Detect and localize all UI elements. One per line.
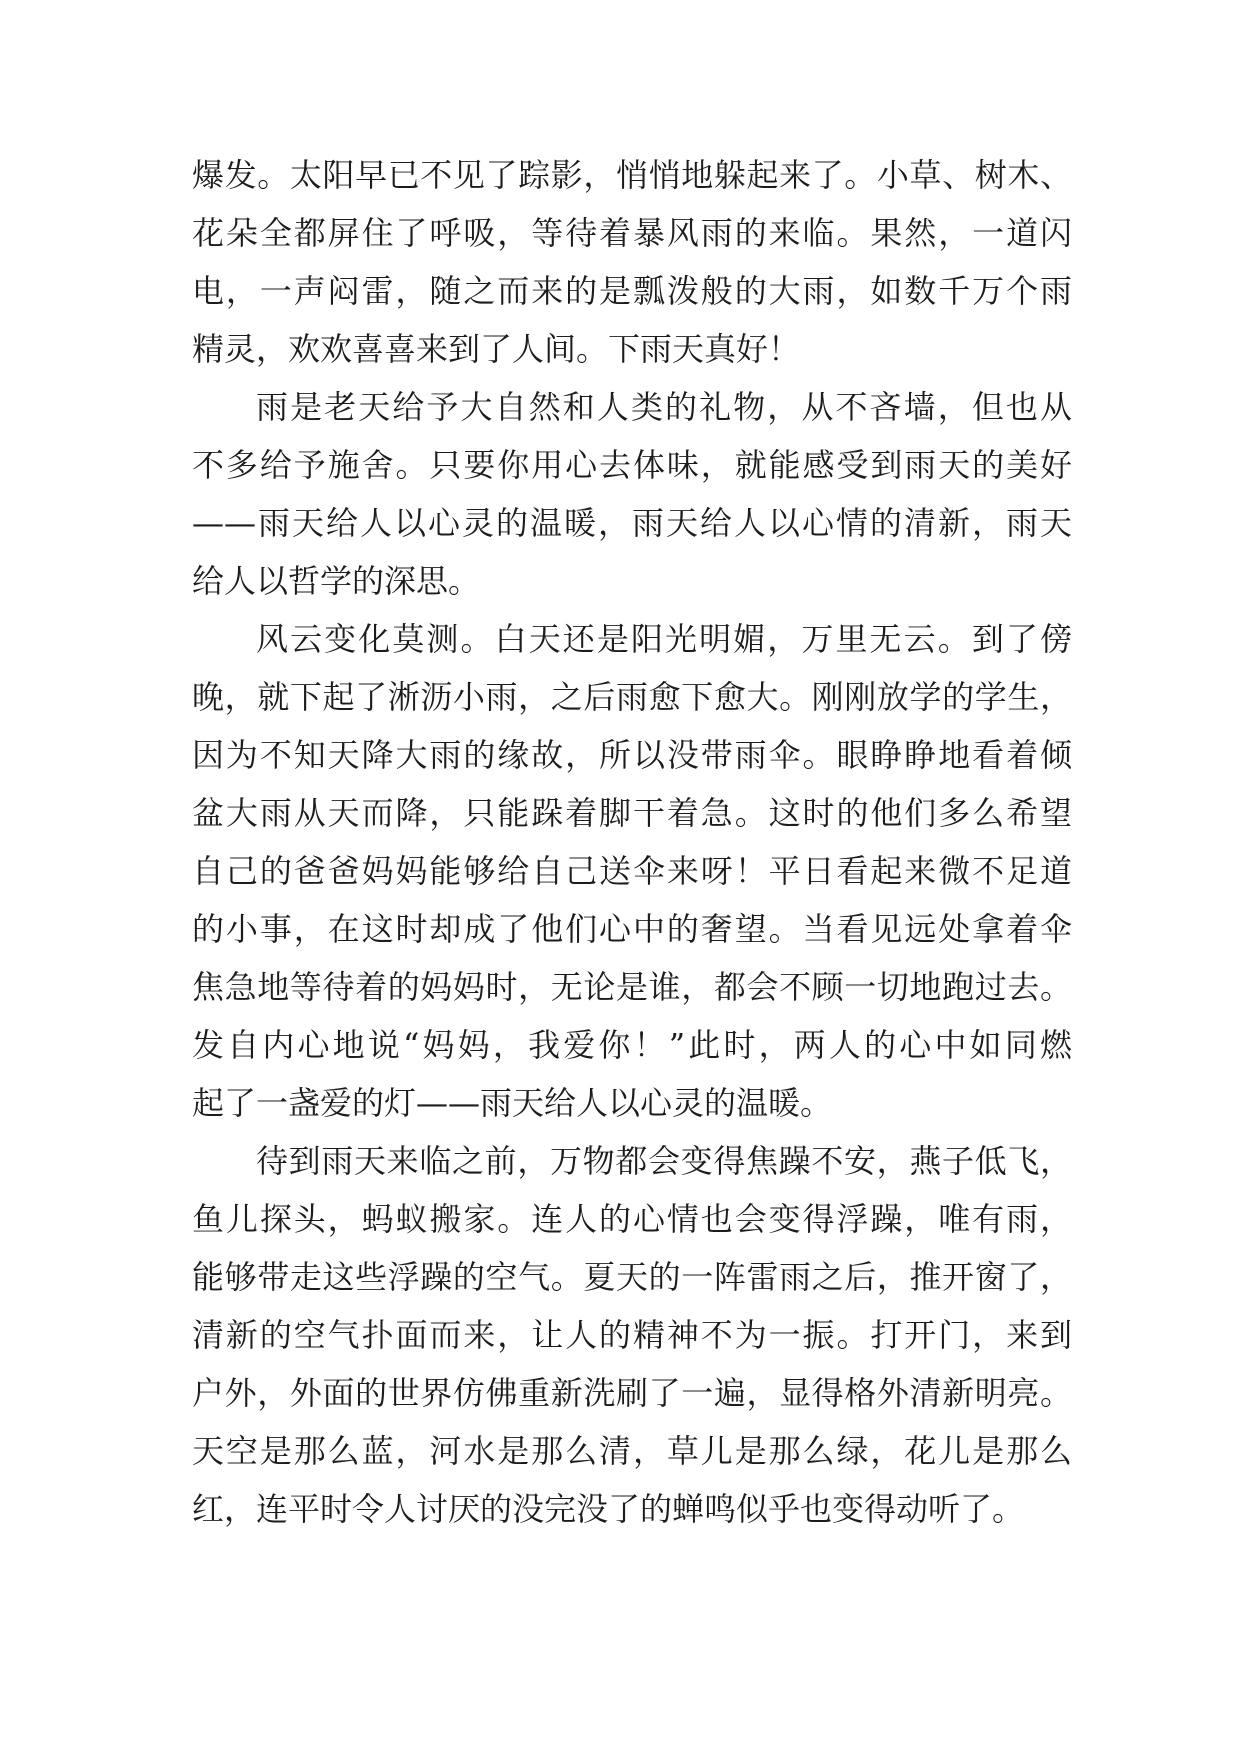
text-line: 鱼儿探头，蚂蚁搬家。连人的心情也会变得浮躁，唯有雨， <box>192 1200 1072 1238</box>
text-line: 雨是老天给予大自然和人类的礼物，从不吝墙，但也从 <box>256 388 1072 426</box>
text-line: 不多给予施舍。只要你用心去体味，就能感受到雨天的美好 <box>192 446 1072 484</box>
text-line: 待到雨天来临之前，万物都会变得焦躁不安，燕子低飞， <box>256 1142 1072 1180</box>
text-line: 电，一声闷雷，随之而来的是瓢泼般的大雨，如数千万个雨 <box>192 272 1072 310</box>
text-line: 精灵，欢欢喜喜来到了人间。下雨天真好！ <box>192 330 801 368</box>
text-line: 清新的空气扑面而来，让人的精神不为一振。打开门，来到 <box>192 1316 1072 1354</box>
text-line: 自己的爸爸妈妈能够给自己送伞来呀！平日看起来微不足道 <box>192 852 1072 890</box>
text-line: 风云变化莫测。白天还是阳光明媚，万里无云。到了傍 <box>256 620 1072 658</box>
text-line: 的小事，在这时却成了他们心中的奢望。当看见远处拿着伞 <box>192 910 1072 948</box>
text-line: 天空是那么蓝，河水是那么清，草儿是那么绿，花儿是那么 <box>192 1432 1072 1470</box>
text-line: 因为不知天降大雨的缘故，所以没带雨伞。眼睁睁地看着倾 <box>192 736 1072 774</box>
paragraph <box>192 610 1072 1132</box>
text-line: 焦急地等待着的妈妈时，无论是谁，都会不顾一切地跑过去。 <box>192 968 1072 1006</box>
text-line: 户外，外面的世界仿佛重新洗刷了一遍，显得格外清新明亮。 <box>192 1374 1072 1412</box>
text-line: 起了一盏爱的灯——雨天给人以心灵的温暖。 <box>192 1084 833 1122</box>
text-line: 盆大雨从天而降，只能跺着脚干着急。这时的他们多么希望 <box>192 794 1072 832</box>
text-line: 给人以哲学的深思。 <box>192 562 481 600</box>
paragraph <box>192 1132 1072 1538</box>
text-line: 发自内心地说“妈妈，我爱你！”此时，两人的心中如同燃 <box>192 1026 1072 1064</box>
body-text <box>192 146 1072 1538</box>
text-line: 花朵全都屏住了呼吸，等待着暴风雨的来临。果然，一道闪 <box>192 214 1072 252</box>
text-line: 能够带走这些浮躁的空气。夏天的一阵雷雨之后，推开窗了， <box>192 1258 1072 1296</box>
text-line: 晚，就下起了淅沥小雨，之后雨愈下愈大。刚刚放学的学生， <box>192 678 1072 716</box>
text-line: ——雨天给人以心灵的温暖，雨天给人以心情的清新，雨天 <box>192 504 1072 542</box>
paragraph <box>192 146 1072 378</box>
paragraph <box>192 378 1072 610</box>
text-line: 红，连平时令人讨厌的没完没了的蝉鸣似乎也变得动听了。 <box>192 1490 1025 1528</box>
text-line: 爆发。太阳早已不见了踪影，悄悄地躲起来了。小草、树木、 <box>192 156 1072 194</box>
